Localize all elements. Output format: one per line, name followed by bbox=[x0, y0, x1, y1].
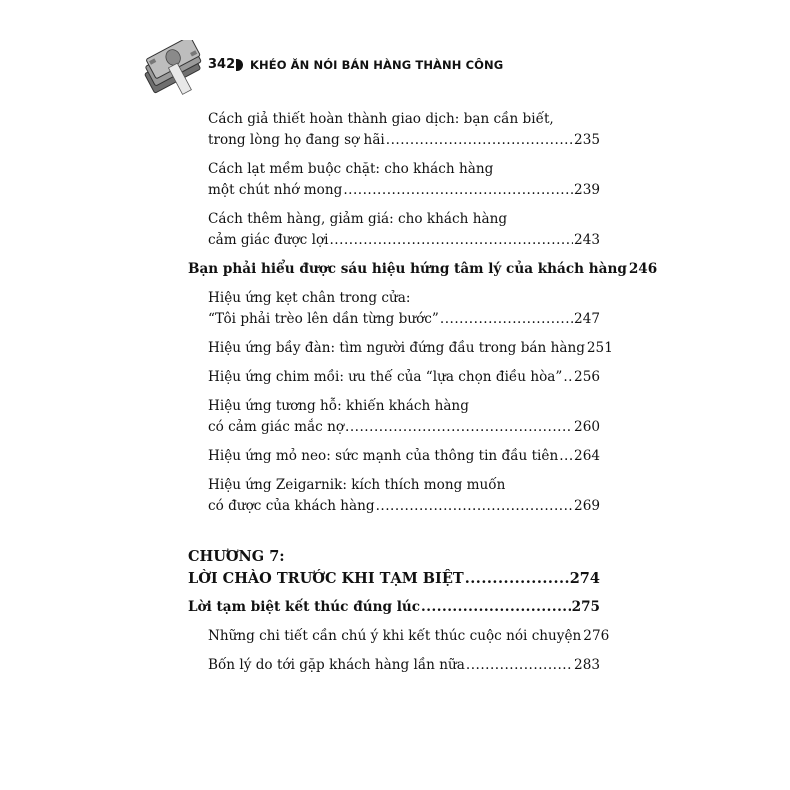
toc-entry-text: “Tôi phải trèo lên dần từng bước” bbox=[208, 311, 439, 327]
toc-section-text: Bạn phải hiểu được sáu hiệu hứng tâm lý của khách hàng bbox=[188, 261, 627, 277]
dot-leader bbox=[563, 367, 573, 388]
chapter-label: CHƯƠNG 7: bbox=[188, 548, 285, 565]
toc-entry-text: Những chi tiết cần chú ý khi kết thúc cuộc nói chuyện bbox=[208, 628, 582, 644]
toc-entry-text: Cách lạt mềm buộc chặt: cho khách hàng bbox=[208, 161, 494, 177]
toc-section-entry bbox=[188, 597, 600, 618]
dot-leader bbox=[329, 230, 573, 251]
dot-leader bbox=[440, 309, 573, 330]
toc-entry bbox=[208, 288, 600, 330]
toc-entry bbox=[208, 626, 610, 647]
toc-entry-text: có được của khách hàng bbox=[208, 498, 375, 514]
toc-page-number: 283 bbox=[574, 657, 600, 673]
toc-entry-text: Hiệu ứng tương hỗ: khiến khách hàng bbox=[208, 398, 469, 414]
toc-page-number: 251 bbox=[586, 340, 613, 356]
toc-page-number: 243 bbox=[574, 232, 600, 248]
toc-entry bbox=[208, 367, 600, 388]
dot-leader bbox=[345, 417, 573, 438]
toc-section-text: Lời tạm biệt kết thúc đúng lúc bbox=[188, 599, 421, 615]
toc-entry-text: Cách giả thiết hoàn thành giao dịch: bạn cần biết, bbox=[208, 111, 554, 127]
toc-entry-text: Hiệu ứng Zeigarnik: kích thích mong muốn bbox=[208, 477, 506, 493]
toc-entry bbox=[208, 655, 600, 676]
toc-entry bbox=[208, 475, 600, 517]
chapter-heading bbox=[188, 546, 600, 590]
toc-page-number: 264 bbox=[574, 448, 600, 464]
toc-entry-text: Bốn lý do tới gặp khách hàng lần nữa bbox=[208, 657, 465, 673]
toc-entry bbox=[208, 446, 600, 467]
toc-entry-text: Hiệu ứng bầy đàn: tìm người đứng đầu trong bán hàng bbox=[208, 340, 585, 356]
toc-page-number: 275 bbox=[571, 599, 600, 615]
toc-page-number: 246 bbox=[628, 261, 658, 277]
dot-leader bbox=[386, 130, 573, 151]
toc-entry-text: một chút nhớ mong bbox=[208, 182, 343, 198]
toc-entry-text: có cảm giác mắc nợ bbox=[208, 419, 345, 435]
toc-entry-text: Hiệu ứng kẹt chân trong cửa: bbox=[208, 290, 411, 306]
toc-page-number: 239 bbox=[574, 182, 600, 198]
dot-leader bbox=[343, 180, 573, 201]
toc-page-number: 269 bbox=[574, 498, 600, 514]
dot-leader bbox=[421, 597, 571, 618]
chapter-title: LỜI CHÀO TRƯỚC KHI TẠM BIỆT bbox=[188, 570, 464, 587]
toc-entry-text: cảm giác được lợi bbox=[208, 232, 329, 248]
toc-entry bbox=[208, 209, 600, 251]
toc-page-number: 256 bbox=[574, 369, 600, 385]
running-title: KHÉO ĂN NÓI BÁN HÀNG THÀNH CÔNG bbox=[250, 58, 504, 72]
toc-entry-text: Hiệu ứng mỏ neo: sức mạnh của thông tin đầu tiên bbox=[208, 448, 559, 464]
toc-entry bbox=[208, 396, 600, 438]
toc-entry-text: trong lòng họ đang sợ hãi bbox=[208, 132, 385, 148]
toc-page-number: 235 bbox=[574, 132, 600, 148]
page-number: 342 bbox=[208, 57, 236, 72]
dot-leader bbox=[466, 655, 573, 676]
toc-page-number: 247 bbox=[574, 311, 600, 327]
toc-entry-text: Cách thêm hàng, giảm giá: cho khách hàng bbox=[208, 211, 508, 227]
dot-leader bbox=[559, 446, 573, 467]
toc-section-entry bbox=[188, 259, 658, 280]
dot-leader bbox=[465, 568, 569, 590]
toc-entry bbox=[208, 159, 600, 201]
chapter-page-number: 274 bbox=[569, 570, 600, 587]
toc-page-number: 260 bbox=[574, 419, 600, 435]
toc-entry-text: Hiệu ứng chim mồi: ưu thế của “lựa chọn điều hòa” bbox=[208, 369, 563, 385]
toc-entry bbox=[208, 338, 613, 359]
toc-page-number: 276 bbox=[583, 628, 610, 644]
toc-entry bbox=[208, 109, 600, 151]
dot-leader bbox=[376, 496, 573, 517]
